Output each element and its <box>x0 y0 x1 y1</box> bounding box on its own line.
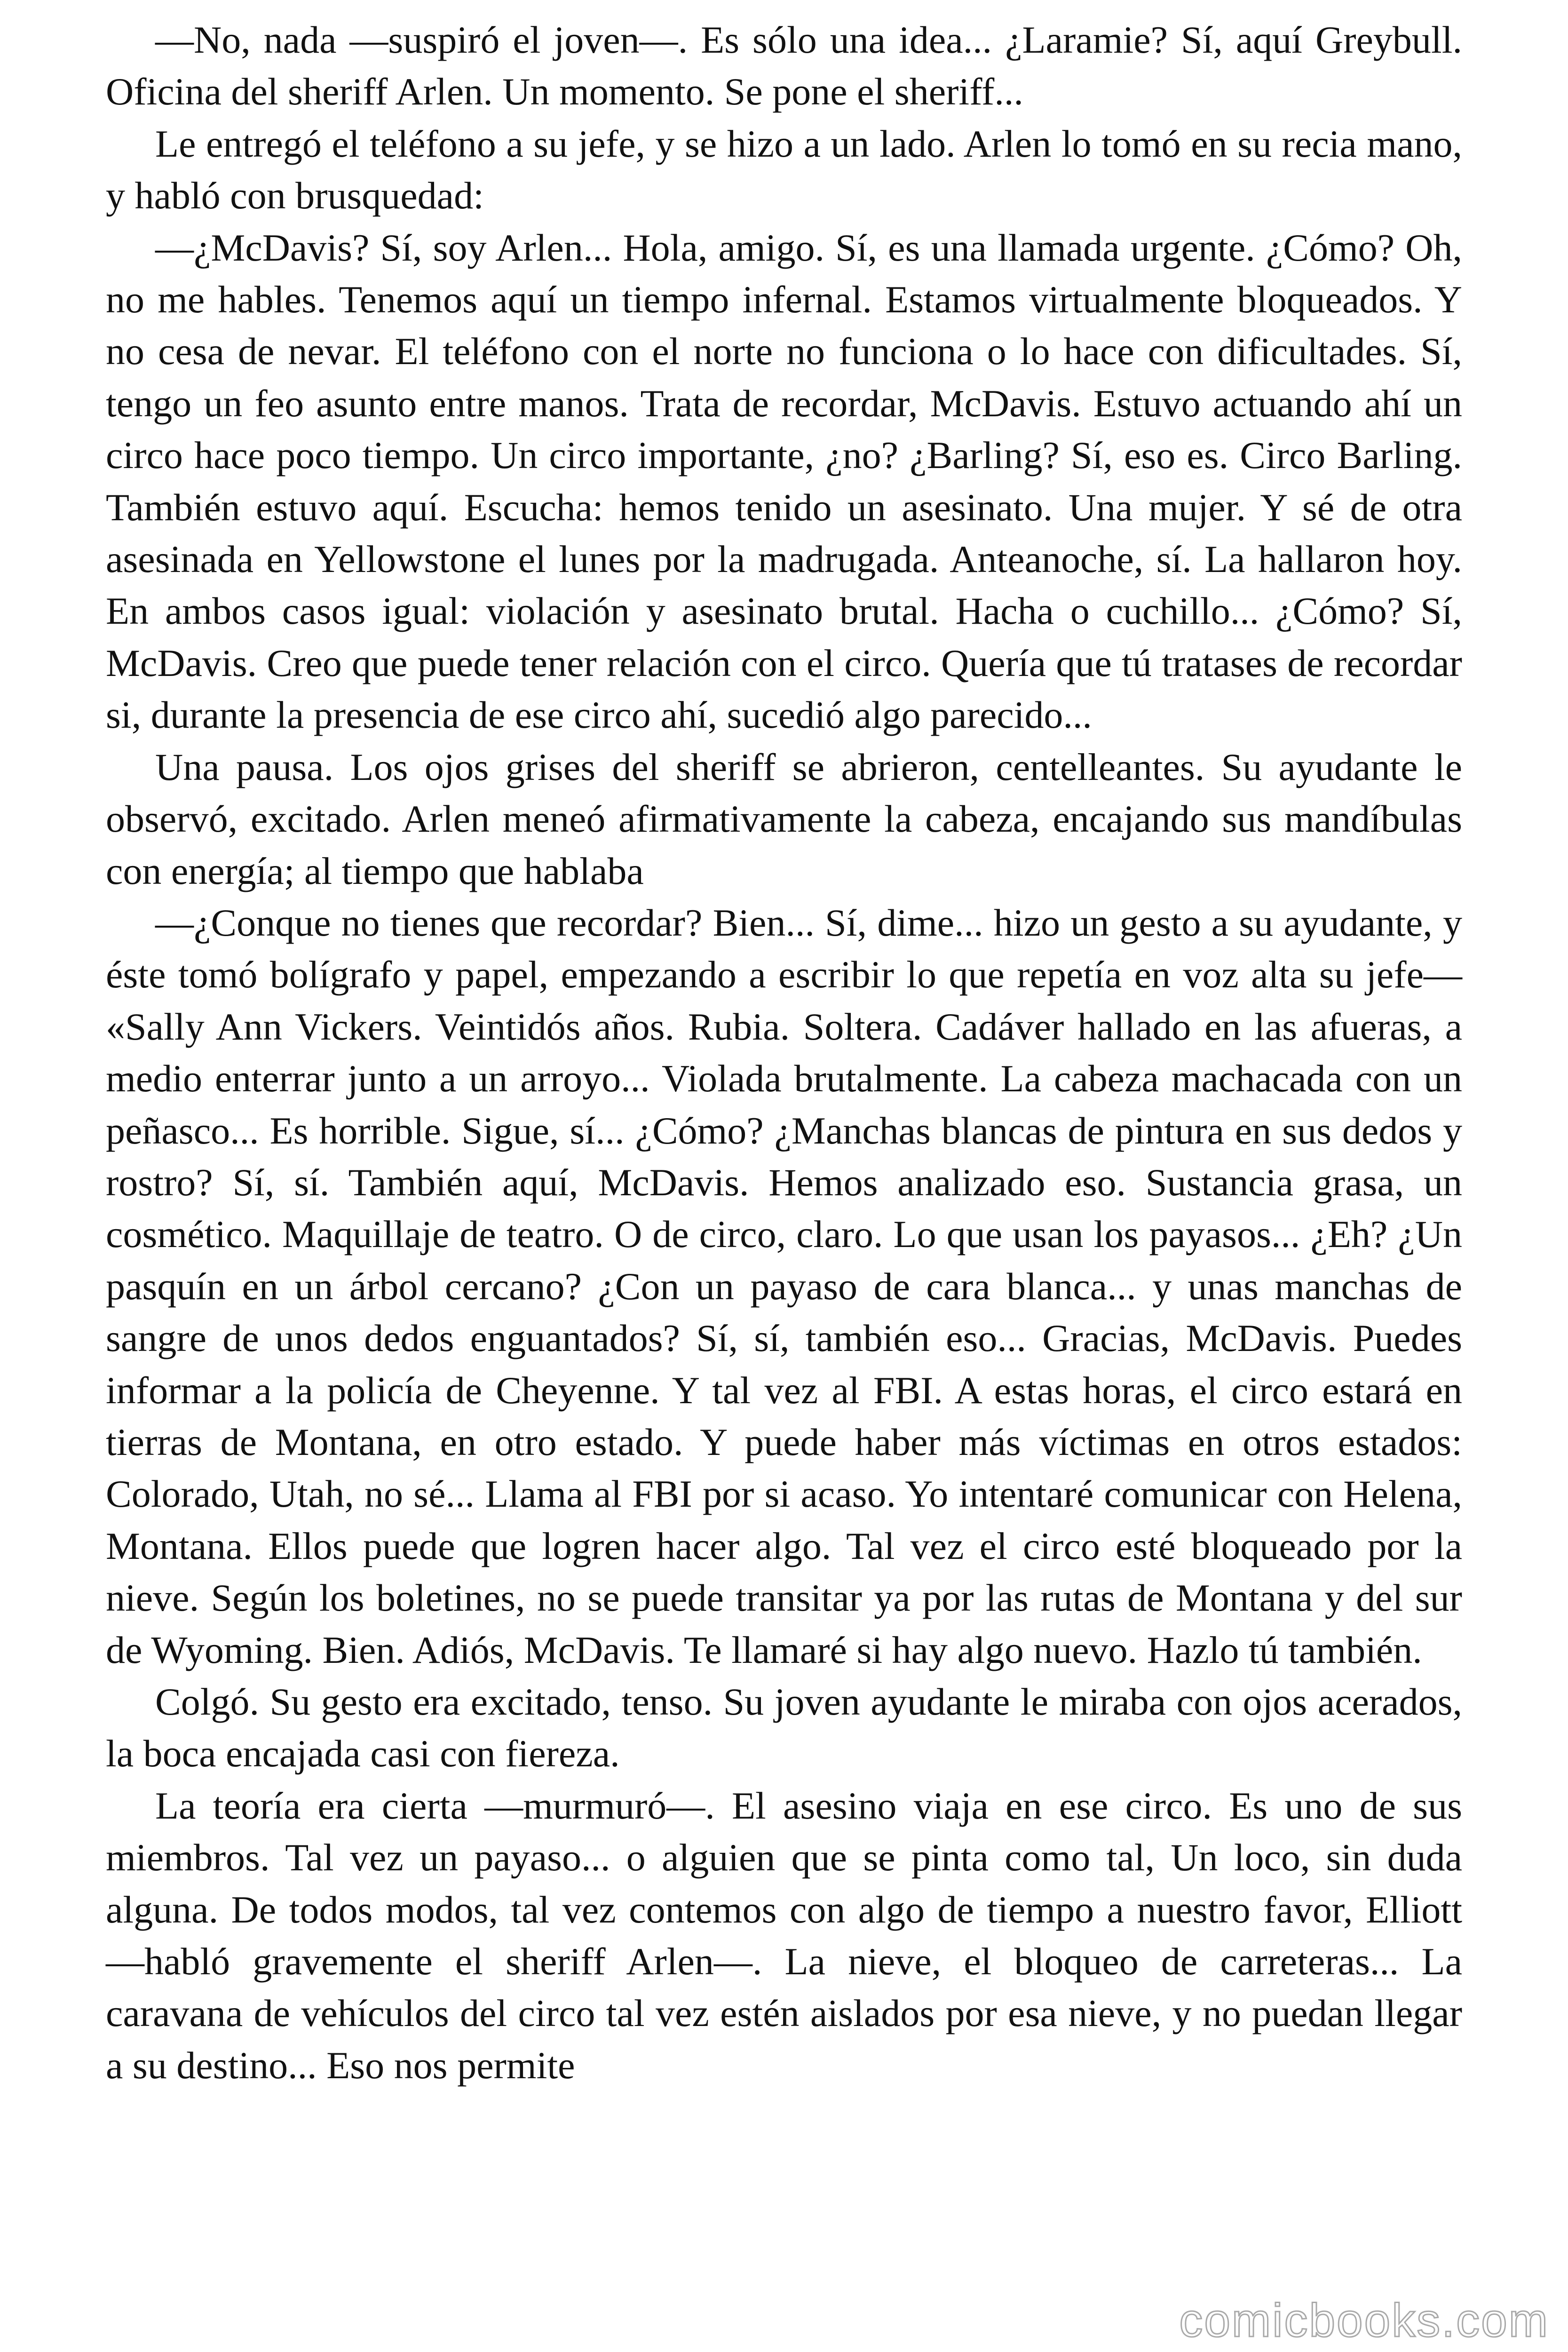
paragraph-5: —¿Conque no tienes que recordar? Bien... Sí, dime... hizo un gesto a su ayudante, y éste tomó bolígrafo y papel, empezando a escribir lo que repetía en voz alta su jefe— «Sally Ann Vickers. Veintidós años. Rubia. Soltera. Cadáver hallado en las afueras, a medio enterrar junto a un arroyo... Violada brutalmente. La cabeza machacada con un peñasco... Es horrible. Sigue, sí... ¿Cómo? ¿Manchas blancas de pintura en sus dedos y rostro? Sí, sí. También aquí, McDavis. Hemos analizado eso. Sustancia grasa, un cosmético. Maquillaje de teatro. O de circo, claro. Lo que usan los payasos... ¿Eh? ¿Un pasquín en un árbol cercano? ¿Con un payaso de cara blanca... y unas manchas de sangre de unos dedos enguantados? Sí, sí, también eso... Gracias, McDavis. Puedes informar a la policía de Cheyenne. Y tal vez al FBI. A estas horas, el circo estará en tierras de Montana, en otro estado. Y puede haber más víctimas en otros estados: Colorado, Utah, no sé... Llama al FBI por si acaso. Yo intentaré comunicar con Helena, Montana. Ellos puede que logren hacer algo. Tal vez el circo esté bloqueado por la nieve. Según los boletines, no se puede transitar ya por las rutas de Montana y del sur de Wyoming. Bien. Adiós, McDavis. Te llamaré si hay algo nuevo. Hazlo tú también. <box>106 901 1462 1671</box>
paragraph-7: La teoría era cierta —murmuró—. El asesino viaja en ese circo. Es uno de sus miembros. Tal vez un payaso... o alguien que se pinta como tal, Un loco, sin duda alguna. De todos modos, tal vez contemos con algo de tiempo a nuestro favor, Elliott —habló gravemente el sheriff Arlen—. La nieve, el bloqueo de carreteras... La caravana de vehículos del circo tal vez estén aislados por esa nieve, y no puedan llegar a su destino... Eso nos permite <box>106 1784 1462 2087</box>
document-page <box>106 14 1462 2091</box>
paragraph-6: Colgó. Su gesto era excitado, tenso. Su joven ayudante le miraba con ojos acerados, la boca encajada casi con fiereza. <box>106 1680 1462 1775</box>
paragraph-4: Una pausa. Los ojos grises del sheriff se abrieron, centelleantes. Su ayudante le observó, excitado. Arlen meneó afirmativamente la cabeza, encajando sus mandíbulas con energía; al tiempo que hablaba <box>106 745 1462 892</box>
paragraph-2: Le entregó el teléfono a su jefe, y se hizo a un lado. Arlen lo tomó en su recia mano, y habló con brusquedad: <box>106 122 1462 217</box>
paragraph-1: —No, nada —suspiró el joven—. Es sólo una idea... ¿Laramie? Sí, aquí Greybull. Oficina del sheriff Arlen. Un momento. Se pone el sheriff... <box>106 18 1462 113</box>
watermark: comicbooks.com <box>1179 2294 1549 2347</box>
paragraph-3: —¿McDavis? Sí, soy Arlen... Hola, amigo. Sí, es una llamada urgente. ¿Cómo? Oh, no me hables. Tenemos aquí un tiempo infernal. Estamos virtualmente bloqueados. Y no cesa de nevar. El teléfono con el norte no funciona o lo hace con dificultades. Sí, tengo un feo asunto entre manos. Trata de recordar, McDavis. Estuvo actuando ahí un circo hace poco tiempo. Un circo importante, ¿no? ¿Barling? Sí, eso es. Circo Barling. También estuvo aquí. Escucha: hemos tenido un asesinato. Una mujer. Y sé de otra asesinada en Yellowstone el lunes por la madrugada. Anteanoche, sí. La hallaron hoy. En ambos casos igual: violación y asesinato brutal. Hacha o cuchillo... ¿Cómo? Sí, McDavis. Creo que puede tener relación con el circo. Quería que tú tratases de recordar si, durante la presencia de ese circo ahí, sucedió algo parecido... <box>106 226 1462 737</box>
